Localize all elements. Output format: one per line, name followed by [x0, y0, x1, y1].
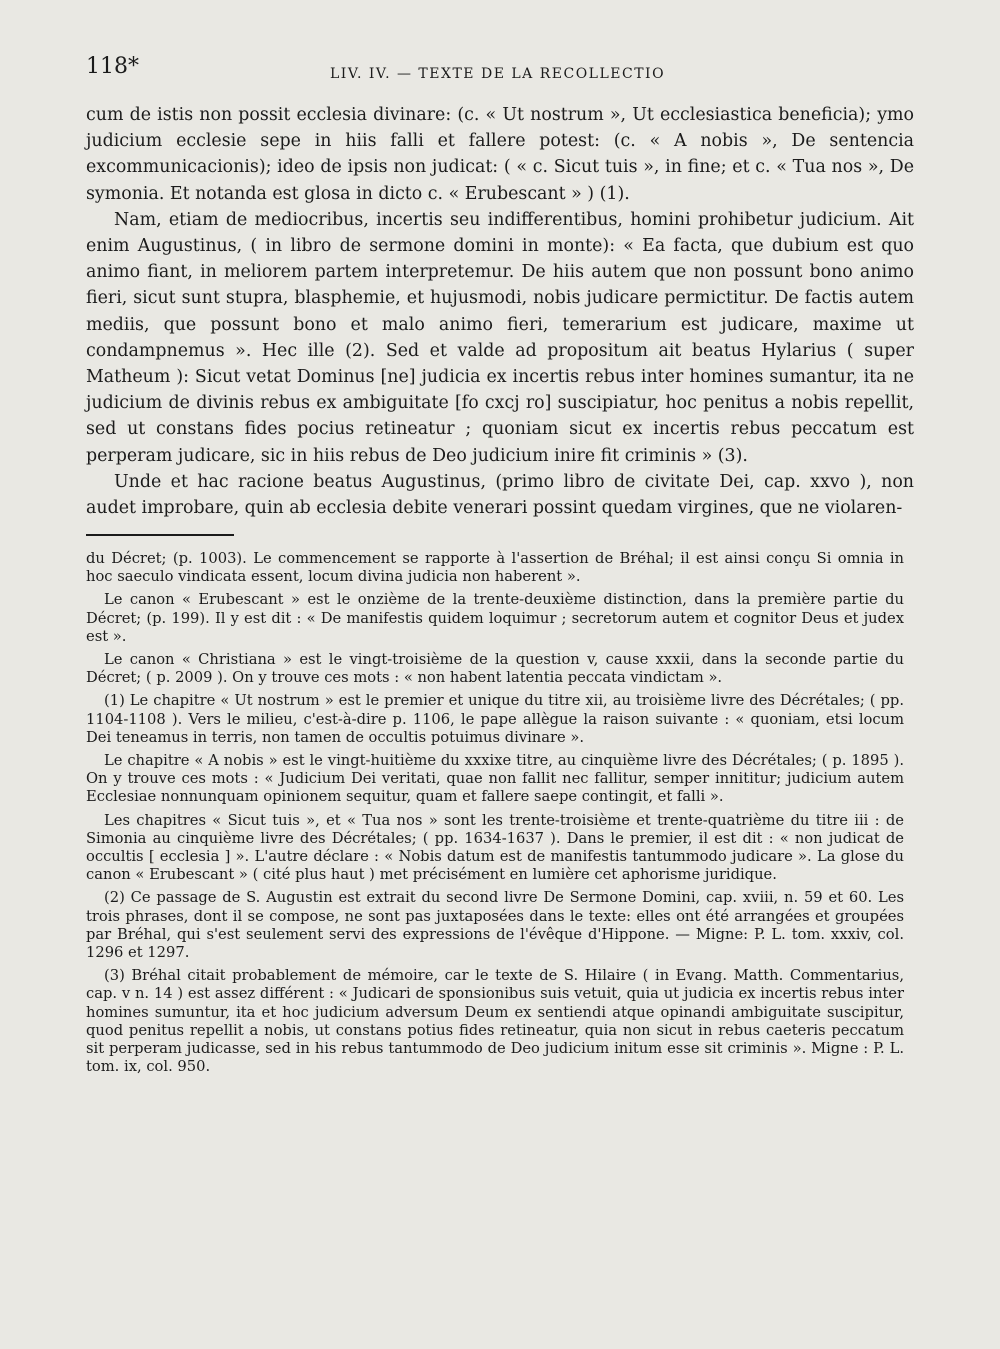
footnote-paragraph: Le chapitre « A nobis » est le vingt-huitième du xxxixe titre, au cinquième livre des Décrétales; ( p. 1895 ). On y trouve ces mots : « Judicium Dei veritati, quae non fallit nec fallitur, semper innititur; judicium autem Ecclesiae nonnunquam opinionem sequitur, quam et fallere saepe contingit, et falli ». [86, 752, 904, 806]
footnote-paragraph: Les chapitres « Sicut tuis », et « Tua nos » sont les trente-troisième et trente-quatrième du titre iii : de Simonia au cinquième livre des Décrétales; ( pp. 1634-1637 ). Dans le premier, il est dit : « non judicat de occultis [ ecclesia ] ». L'autre déclare : « Nobis datum est de manifestis tantummodo judicare ». La glose du canon « Erubescant » ( cité plus haut ) met précisément en lumière cet aphorisme juridique. [86, 811, 904, 884]
footnote-paragraph: Le canon « Erubescant » est le onzième de la trente-deuxième distinction, dans la première partie du Décret; (p. 199). Il y est dit : « De manifestis quidem loquimur ; secretorum autem et cognitor Deus et judex est ». [86, 591, 904, 645]
running-head: LIV. IV. — TEXTE DE LA RECOLLECTIO [330, 66, 666, 82]
footnote-rule [86, 534, 234, 536]
main-paragraph: Unde et hac racione beatus Augustinus, (primo libro de civitate Dei, cap. xxvo ), non audet improbare, quin ab ecclesia debite venerari possint quedam virgines, que ne violaren- [86, 471, 914, 519]
page-number: 118* [86, 54, 139, 79]
footnote-paragraph: du Décret; (p. 1003). Le commencement se rapporte à l'assertion de Bréhal; il est ainsi conçu Si omnia in hoc saeculo vindicata essent, locum divina judicia non haberent ». [86, 550, 904, 586]
footnote-paragraph: Le canon « Christiana » est le vingt-troisième de la question v, cause xxxii, dans la seconde partie du Décret; ( p. 2009 ). On y trouve ces mots : « non habent latentia peccata vindictam ». [86, 651, 904, 687]
footnote-paragraph: (3) Bréhal citait probablement de mémoire, car le texte de S. Hilaire ( in Evang. Matth. Commentarius, cap. v n. 14 ) est assez différent : « Judicari de sponsionibus suis vetuit, quia ut judicia ex incertis rebus inter homines sumuntur, ita et hoc judicium adversum Deum ex sentiendi atque opinandi ambiguitate suscipitur, quod penitus repellit a nobis, ut constans potius fides retineatur, quia non sicut in rebus caeteris peccatum sit perperam judicasse, sed in his rebus tantummodo de Deo judicium initum esse sit criminis ». Migne : P. L. tom. ix, col. 950. [86, 967, 904, 1076]
main-paragraph: Nam, etiam de mediocribus, incertis seu indifferentibus, homini prohibetur judicium. Ait enim Augustinus, ( in libro de sermone domini in monte): « Ea facta, que dubium est quo animo fiant, in meliorem partem interpretemur. De hiis autem que non possunt bono animo fieri, sicut sunt stupra, blasphemie, et hujusmodi, nobis judicare permictitur. De factis autem mediis, que possunt bono et malo animo fieri, temerarium est judicare, maxime ut condampnemus ». Hec ille (2). Sed et valde ad propositum ait beatus Hylarius ( super Matheum ): Sicut vetat Dominus [ne] judicia ex incertis rebus inter homines sumantur, ita ne judicium de divinis rebus ex ambiguitate [fo cxcj ro] suscipiatur, hoc penitus a nobis repellit, sed ut constans fides pocius retineatur ; quoniam sicut ex incertis rebus peccatum est perperam judicare, sic in hiis rebus de Deo judicium inire fit criminis » (3). [86, 209, 914, 466]
footnote-paragraph: (1) Le chapitre « Ut nostrum » est le premier et unique du titre xii, au troisième livre des Décrétales; ( pp. 1104-1108 ). Vers le milieu, c'est-à-dire p. 1106, le pape allègue la raison suivante : « quoniam, etsi locum Dei teneamus in terris, non tamen de occultis potuimus divinare ». [86, 692, 904, 746]
footnote-paragraph: (2) Ce passage de S. Augustin est extrait du second livre De Sermone Domini, cap. xviii, n. 59 et 60. Les trois phrases, dont il se compose, ne sont pas juxtaposées dans le texte: elles ont été arrangées et groupées par Bréhal, qui s'est seulement servi des expressions de l'évêque d'Hippone. — Migne: P. L. tom. xxxiv, col. 1296 et 1297. [86, 889, 904, 962]
footnotes [86, 550, 904, 1081]
main-paragraph: cum de istis non possit ecclesia divinare: (c. « Ut nostrum », Ut ecclesiastica beneficia); ymo judicium ecclesie sepe in hiis falli et fallere potest: (c. « A nobis », De sentencia excommunicacionis); ideo de ipsis non judicat: ( « c. Sicut tuis », in fine; et c. « Tua nos », De symonia. Et notanda est glosa in dicto c. « Erubescant » ) (1). [86, 105, 914, 204]
main-text [86, 102, 914, 521]
